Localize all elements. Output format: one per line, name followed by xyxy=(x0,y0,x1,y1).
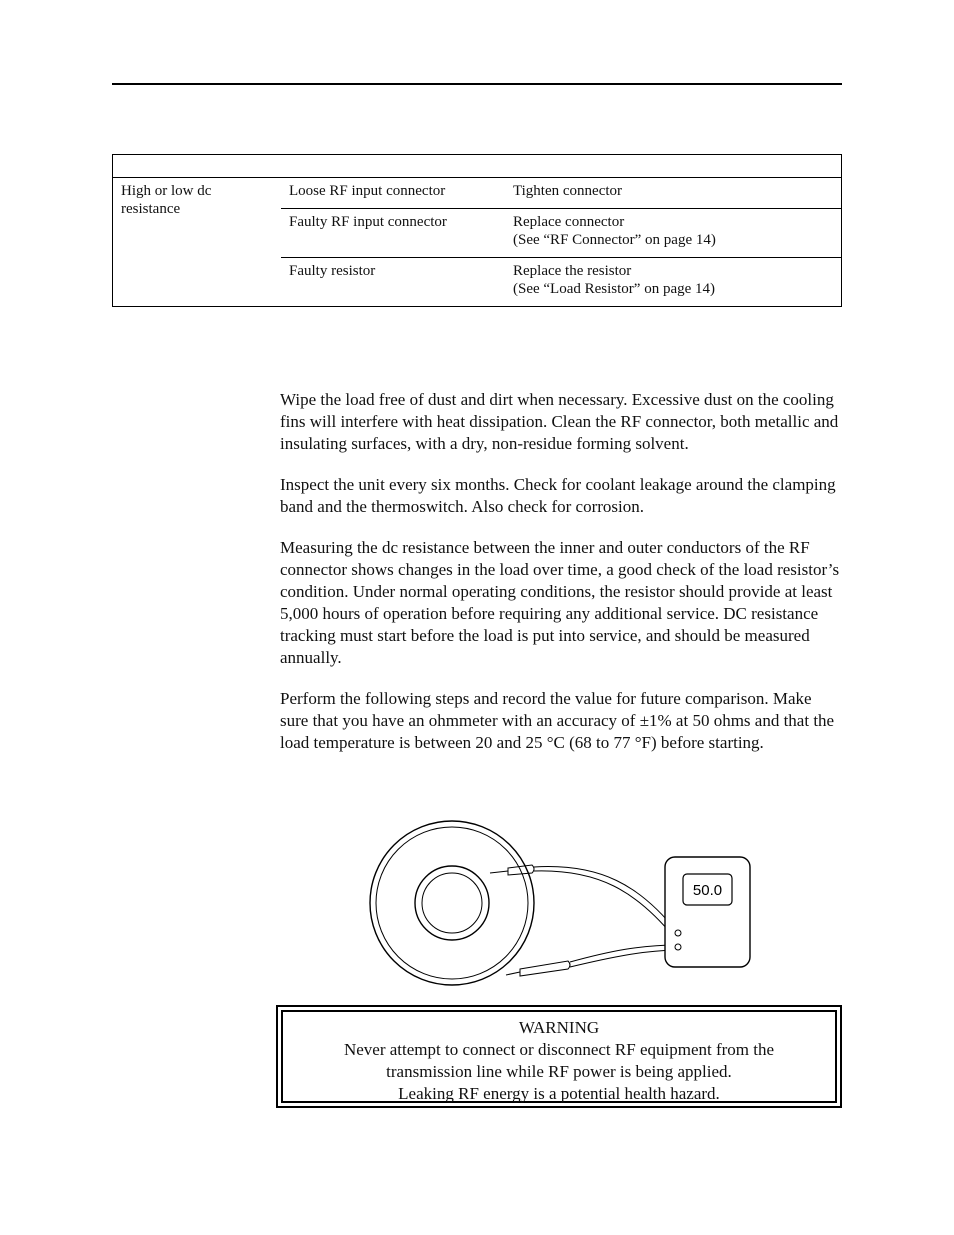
meter-reading: 50.0 xyxy=(692,882,723,899)
cause-cell: Loose RF input connector xyxy=(281,178,505,209)
remedy-cell xyxy=(505,209,842,258)
header-rule xyxy=(112,83,842,85)
paragraph: Perform the following steps and record the value for future comparison. Make sure that you have an ohmmeter with an accuracy of ±1% at 50 ohms and that the load temperature is between 20 and 25 °C (68 to 77 °F) before starting. xyxy=(280,689,835,752)
ohmmeter-figure xyxy=(360,815,760,995)
rf-connector-illustration xyxy=(370,821,534,985)
body-text xyxy=(280,389,842,773)
remedy-note: (See “Load Resistor” on page 14) xyxy=(513,281,716,297)
test-lead-lower xyxy=(506,945,678,976)
warning-inner-border xyxy=(281,1010,837,1103)
warning-line: Never attempt to connect or disconnect RF equipment from the xyxy=(343,1040,775,1059)
troubleshooting-table xyxy=(112,154,842,307)
cause-cell: Faulty resistor xyxy=(281,258,505,307)
paragraph: Measuring the dc resistance between the inner and outer conductors of the RF connector shows changes in the load over time, a good check of the load resistor’s condition. Under normal operating conditions, the resistor should provide at least 5,000 hours of operation before requiring any additional service. DC resistance tracking must start before the load is put into service, and should be measured annually. xyxy=(280,538,840,667)
remedy-cell xyxy=(505,178,842,209)
remedy-line: Tighten connector xyxy=(513,183,623,199)
remedy-cell xyxy=(505,258,842,307)
warning-line: Leaking RF energy is a potential health hazard. xyxy=(398,1084,720,1103)
table-row xyxy=(113,178,842,209)
warning-line: transmission line while RF power is being applied. xyxy=(386,1062,732,1081)
symptom-cell: High or low dc resistance xyxy=(113,178,282,307)
cause-cell: Faulty RF input connector xyxy=(281,209,505,258)
paragraph: Inspect the unit every six months. Check for coolant leakage around the clamping band and the thermoswitch. Also check for corrosion. xyxy=(280,475,836,516)
remedy-line: Replace the resistor xyxy=(513,263,632,279)
warning-box xyxy=(276,1005,842,1108)
remedy-note: (See “RF Connector” on page 14) xyxy=(513,232,716,248)
remedy-line: Replace connector xyxy=(513,214,625,230)
table-header-cell xyxy=(113,155,842,178)
table-header-row xyxy=(113,155,842,178)
warning-title: WARNING xyxy=(518,1018,600,1037)
test-lead-upper xyxy=(490,865,678,937)
ohmmeter xyxy=(665,857,750,967)
paragraph: Wipe the load free of dust and dirt when necessary. Excessive dust on the cooling fins will interfere with heat dissipation. Clean the RF connector, both metallic and insulating surfaces, with a dry, non-residue forming solvent. xyxy=(280,390,839,453)
